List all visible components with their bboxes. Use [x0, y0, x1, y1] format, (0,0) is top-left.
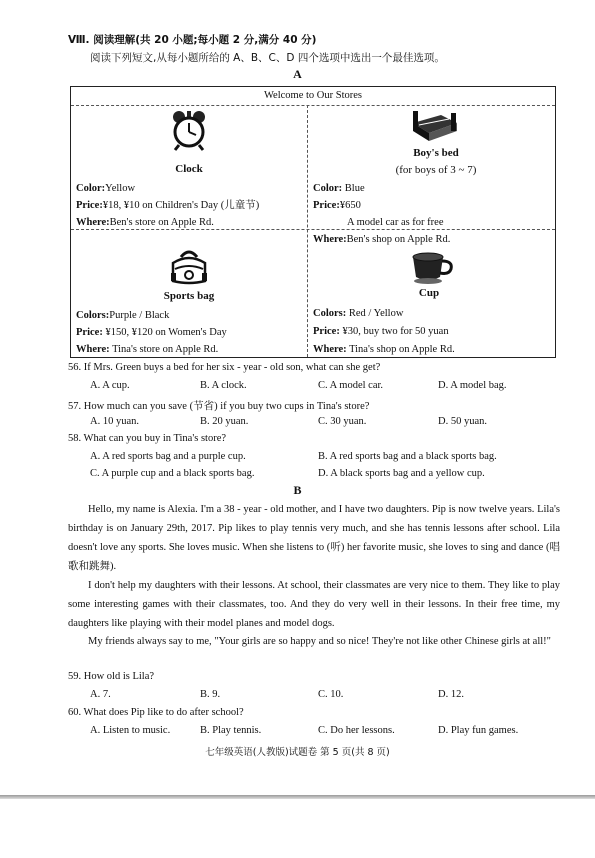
store-table: [70, 86, 556, 358]
q57-option-b: B. 20 yuan.: [200, 416, 249, 427]
cup-price: Price: ¥30, buy two for 50 yuan: [313, 326, 449, 337]
question-58: 58. What can you buy in Tina's store?: [68, 433, 227, 444]
q59-option-a: A. 7.: [90, 689, 111, 700]
clock-icon: [171, 109, 207, 154]
passage-a-label: A: [293, 67, 302, 81]
sports-bag-name: Sports bag: [163, 290, 215, 302]
bed-icon: [411, 109, 459, 146]
q59-option-b: B. 9.: [200, 689, 221, 700]
q57-option-c: C. 30 yuan.: [318, 416, 367, 427]
q59-option-c: C. 10.: [318, 689, 344, 700]
q57-option-d: D. 50 yuan.: [438, 416, 487, 427]
q56-option-c: C. A model car.: [318, 380, 384, 391]
sports-bag-price: Price: ¥150, ¥120 on Women's Day: [76, 327, 227, 338]
table-title: Welcome to Our Stores: [71, 87, 555, 106]
q59-option-d: D. 12.: [438, 689, 464, 700]
scan-edge: [0, 795, 595, 799]
bed-subtitle: (for boys of 3 ~ 7): [395, 164, 477, 176]
sports-bag-colors: Colors:Purple / Black: [76, 310, 170, 321]
clock-color: Color:Yellow: [76, 183, 136, 194]
instruction: 阅读下列短文,从每小题所给的 A、B、C、D 四个选项中选出一个最佳选项。: [90, 52, 445, 64]
clock-name: Clock: [175, 163, 203, 175]
q60-option-b: B. Play tennis.: [200, 725, 262, 736]
question-57: 57. How much can you save (节省) if you buy two cups in Tina's store?: [68, 401, 370, 412]
q56-option-b: B. A clock.: [200, 380, 247, 391]
divider: [307, 105, 308, 357]
bed-price: Price:¥650: [313, 200, 361, 211]
question-60: 60. What does Pip like to do after school?: [68, 707, 244, 718]
q60-option-a: A. Listen to music.: [90, 725, 171, 736]
sports-bag-where: Where: Tina's store on Apple Rd.: [76, 344, 219, 355]
cup-name: Cup: [418, 287, 440, 299]
q56-option-d: D. A model bag.: [438, 380, 507, 391]
q57-option-a: A. 10 yuan.: [90, 416, 139, 427]
passage-b-paragraph: Hello, my name is Alexia. I'm a 38 - year - old mother, and I have two daughters. Pip is now twelve years. Lila's birthday is on January 29th, 2017. Pip likes to play tennis very much, and she has tennis lessons after school. Lila doesn't love any sports. She loves music. When she listens to (听) her favorite music, she loves to sing and dance (唱歌和跳舞).: [68, 504, 560, 572]
question-56: 56. If Mrs. Green buys a bed for her six - year - old son, what can she get?: [68, 362, 381, 373]
q58-option-c: C. A purple cup and a black sports bag.: [90, 468, 255, 479]
q58-option-d: D. A black sports bag and a yellow cup.: [318, 468, 485, 479]
bed-where: Where:Ben's shop on Apple Rd.: [313, 234, 451, 245]
question-59: 59. How old is Lila?: [68, 671, 155, 682]
cup-colors: Colors: Red / Yellow: [313, 308, 404, 319]
q58-option-b: B. A red sports bag and a black sports bag.: [318, 451, 497, 462]
bed-name: Boy's bed: [413, 147, 459, 159]
clock-price: Price:¥18, ¥10 on Children's Day (儿童节): [76, 200, 260, 211]
sports-bag-icon: [169, 247, 209, 288]
q58-option-a: A. A red sports bag and a purple cup.: [90, 451, 246, 462]
bed-color: Color: Blue: [313, 183, 365, 194]
q56-option-a: A. A cup.: [90, 380, 130, 391]
cup-where: Where: Tina's shop on Apple Rd.: [313, 344, 455, 355]
passage-b-label: B: [293, 483, 302, 497]
q60-option-d: D. Play fun games.: [438, 725, 519, 736]
passage-b-paragraph: My friends always say to me, "Your girls are so happy and so nice! They're not like other Chinese girls at all!": [88, 636, 551, 647]
q60-option-c: C. Do her lessons.: [318, 725, 395, 736]
section-header: Ⅷ. 阅读理解(共 20 小题;每小题 2 分,满分 40 分): [68, 34, 317, 46]
cup-icon: [409, 251, 457, 288]
page-footer: 七年级英语(人教版)试题卷 第 5 页(共 8 页): [205, 747, 390, 758]
passage-b-paragraph: I don't help my daughters with their lessons. At school, their classmates are very nice to them. They like to play some interesting games with their classmates, too. And they do very well in their lessons. In their free time, my daughters like playing with their model planes and model dogs.: [68, 580, 560, 629]
bed-extra: A model car as for free: [347, 217, 444, 228]
clock-where: Where:Ben's store on Apple Rd.: [76, 217, 214, 228]
